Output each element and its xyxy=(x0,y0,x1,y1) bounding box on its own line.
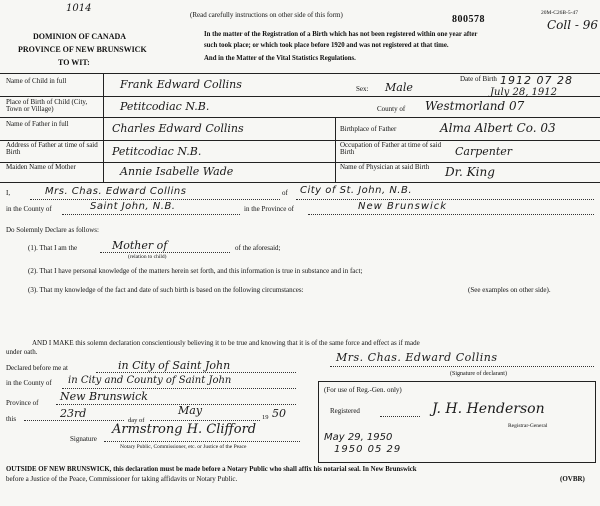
title-province: PROVINCE OF NEW BRUNSWICK xyxy=(18,45,147,54)
footer-line-1: OUTSIDE OF NEW BRUNSWICK, this declaration must be made before a Notary Public who shall affix his notarial seal. In New Brunswick xyxy=(6,466,417,473)
declared-at-label: Declared before me at xyxy=(6,364,68,372)
matter-line-3: And in the Matter of the Vital Statistics Regulations. xyxy=(204,55,356,62)
registration-date-stamp: 1950 05 29 xyxy=(334,444,402,455)
footer-code: (OVBR) xyxy=(560,475,585,483)
declarant-name: Mrs. Chas. Edward Collins xyxy=(45,186,187,197)
father-address-label: Address of Father at time of said Birth xyxy=(6,141,98,157)
father-name-value: Charles Edward Collins xyxy=(112,122,244,135)
mother-name-value: Annie Isabelle Wade xyxy=(120,165,234,178)
place-of-birth-label: Place of Birth of Child (City, Town or Village) xyxy=(6,98,88,114)
serial-number: 800578 xyxy=(452,14,485,25)
county-label: County of xyxy=(377,105,406,113)
form-code: 20M-C26B-5-47 xyxy=(541,10,578,16)
declarant-province: New Brunswick xyxy=(358,201,448,212)
instruction-note: (Read carefully instructions on other side of this form) xyxy=(190,11,343,19)
sex-value: Male xyxy=(385,81,413,94)
matter-line-1: In the matter of the Registration of a Birth which has not been registered within one year after xyxy=(204,31,478,38)
father-birthplace-label: Birthplace of Father xyxy=(340,125,397,133)
oath-text-1: AND I MAKE this solemn declaration conscientiously believing it to be true and knowing that it is of the same force and effect as if made xyxy=(32,339,420,347)
physician-label: Name of Physician at said Birth xyxy=(340,163,430,171)
notary-caption: Notary Public, Commissioner, etc. or Justice of the Peace xyxy=(120,444,247,450)
sex-label: Sex: xyxy=(356,85,369,93)
registration-date-written: May 29, 1950 xyxy=(324,432,393,443)
declared-at-value: in City of Saint John xyxy=(118,359,231,372)
solemnly-declare: Do Solemnly Declare as follows: xyxy=(6,226,99,234)
father-address-value: Petitcodiac N.B. xyxy=(112,145,202,158)
date-of-birth-value: July 28, 1912 xyxy=(490,87,558,98)
child-name-value: Frank Edward Collins xyxy=(120,78,242,91)
father-birthplace-value: Alma Albert Co. 03 xyxy=(440,121,556,135)
registrar-caption: Registrar-General xyxy=(508,423,548,429)
day-of-label: day of xyxy=(128,417,145,424)
title-to-wit: TO WIT: xyxy=(58,58,90,67)
matter-line-2: such took place; or which took place before 1920 and was not registered at that time. xyxy=(204,42,449,49)
county-value: Westmorland 07 xyxy=(425,99,525,113)
relation-value: Mother of xyxy=(112,239,168,252)
date-of-birth-stamp: 1912 07 28 xyxy=(500,74,573,87)
declaration-province-label: in the Province of xyxy=(244,205,294,213)
item-3: (3). That my knowledge of the fact and date of such birth is based on the following circumstances: xyxy=(28,286,304,294)
day-value: 23rd xyxy=(60,407,87,420)
signature-label: Signature xyxy=(70,435,97,443)
registered-label: Registered xyxy=(330,407,360,415)
month-value: May xyxy=(178,404,203,417)
place-of-birth-value: Petitcodiac N.B. xyxy=(120,100,210,113)
mother-name-label: Maiden Name of Mother xyxy=(6,163,76,171)
registrar-signature: J. H. Henderson xyxy=(432,401,545,417)
collection-reference: Coll - 96 xyxy=(547,18,599,32)
item-3-note: (See examples on other side). xyxy=(468,286,551,294)
father-occupation-label: Occupation of Father at time of said Birth xyxy=(340,141,442,157)
item-1-prefix: (1). That I am the xyxy=(28,244,78,252)
declarant-caption: (Signature of declarant) xyxy=(450,371,507,377)
year-prefix: 19 xyxy=(262,414,269,421)
oath-province-value: New Brunswick xyxy=(60,390,148,403)
this-label: this xyxy=(6,415,17,423)
oath-province-label: Province of xyxy=(6,399,39,407)
title-dominion: DOMINION OF CANADA xyxy=(33,32,127,41)
oath-county-label: in the County of xyxy=(6,379,52,387)
father-occupation-value: Carpenter xyxy=(455,145,513,158)
declarant-county: Saint John, N.B. xyxy=(90,201,176,212)
notary-signature: Armstrong H. Clifford xyxy=(112,422,257,437)
item-2: (2). That I have personal knowledge of the matters herein set forth, and this information is true in substance and in fact; xyxy=(28,267,363,275)
declarant-signature: Mrs. Chas. Edward Collins xyxy=(336,351,498,364)
physician-value: Dr. King xyxy=(445,165,495,179)
declarant-city: City of St. John, N.B. xyxy=(300,185,413,196)
i-label: I, xyxy=(6,189,11,197)
child-name-label: Name of Child in full xyxy=(6,77,67,85)
oath-text-2: under oath. xyxy=(6,348,38,356)
date-of-birth-label: Date of Birth xyxy=(460,75,497,83)
declaration-county-label: in the County of xyxy=(6,205,52,213)
registration-box-title: (For use of Reg.-Gen. only) xyxy=(324,386,402,394)
year-value: 50 xyxy=(272,407,286,420)
father-name-label: Name of Father in full xyxy=(6,120,69,128)
oath-county-value: in City and County of Saint John xyxy=(68,375,232,386)
relation-caption: (relation to child) xyxy=(128,254,167,260)
footer-line-2: before a Justice of the Peace, Commissioner for taking affidavits or Notary Public. xyxy=(6,475,238,483)
item-1-suffix: of the aforesaid; xyxy=(235,244,281,252)
of-label: of xyxy=(282,189,288,197)
pencil-number: 1014 xyxy=(66,3,92,14)
